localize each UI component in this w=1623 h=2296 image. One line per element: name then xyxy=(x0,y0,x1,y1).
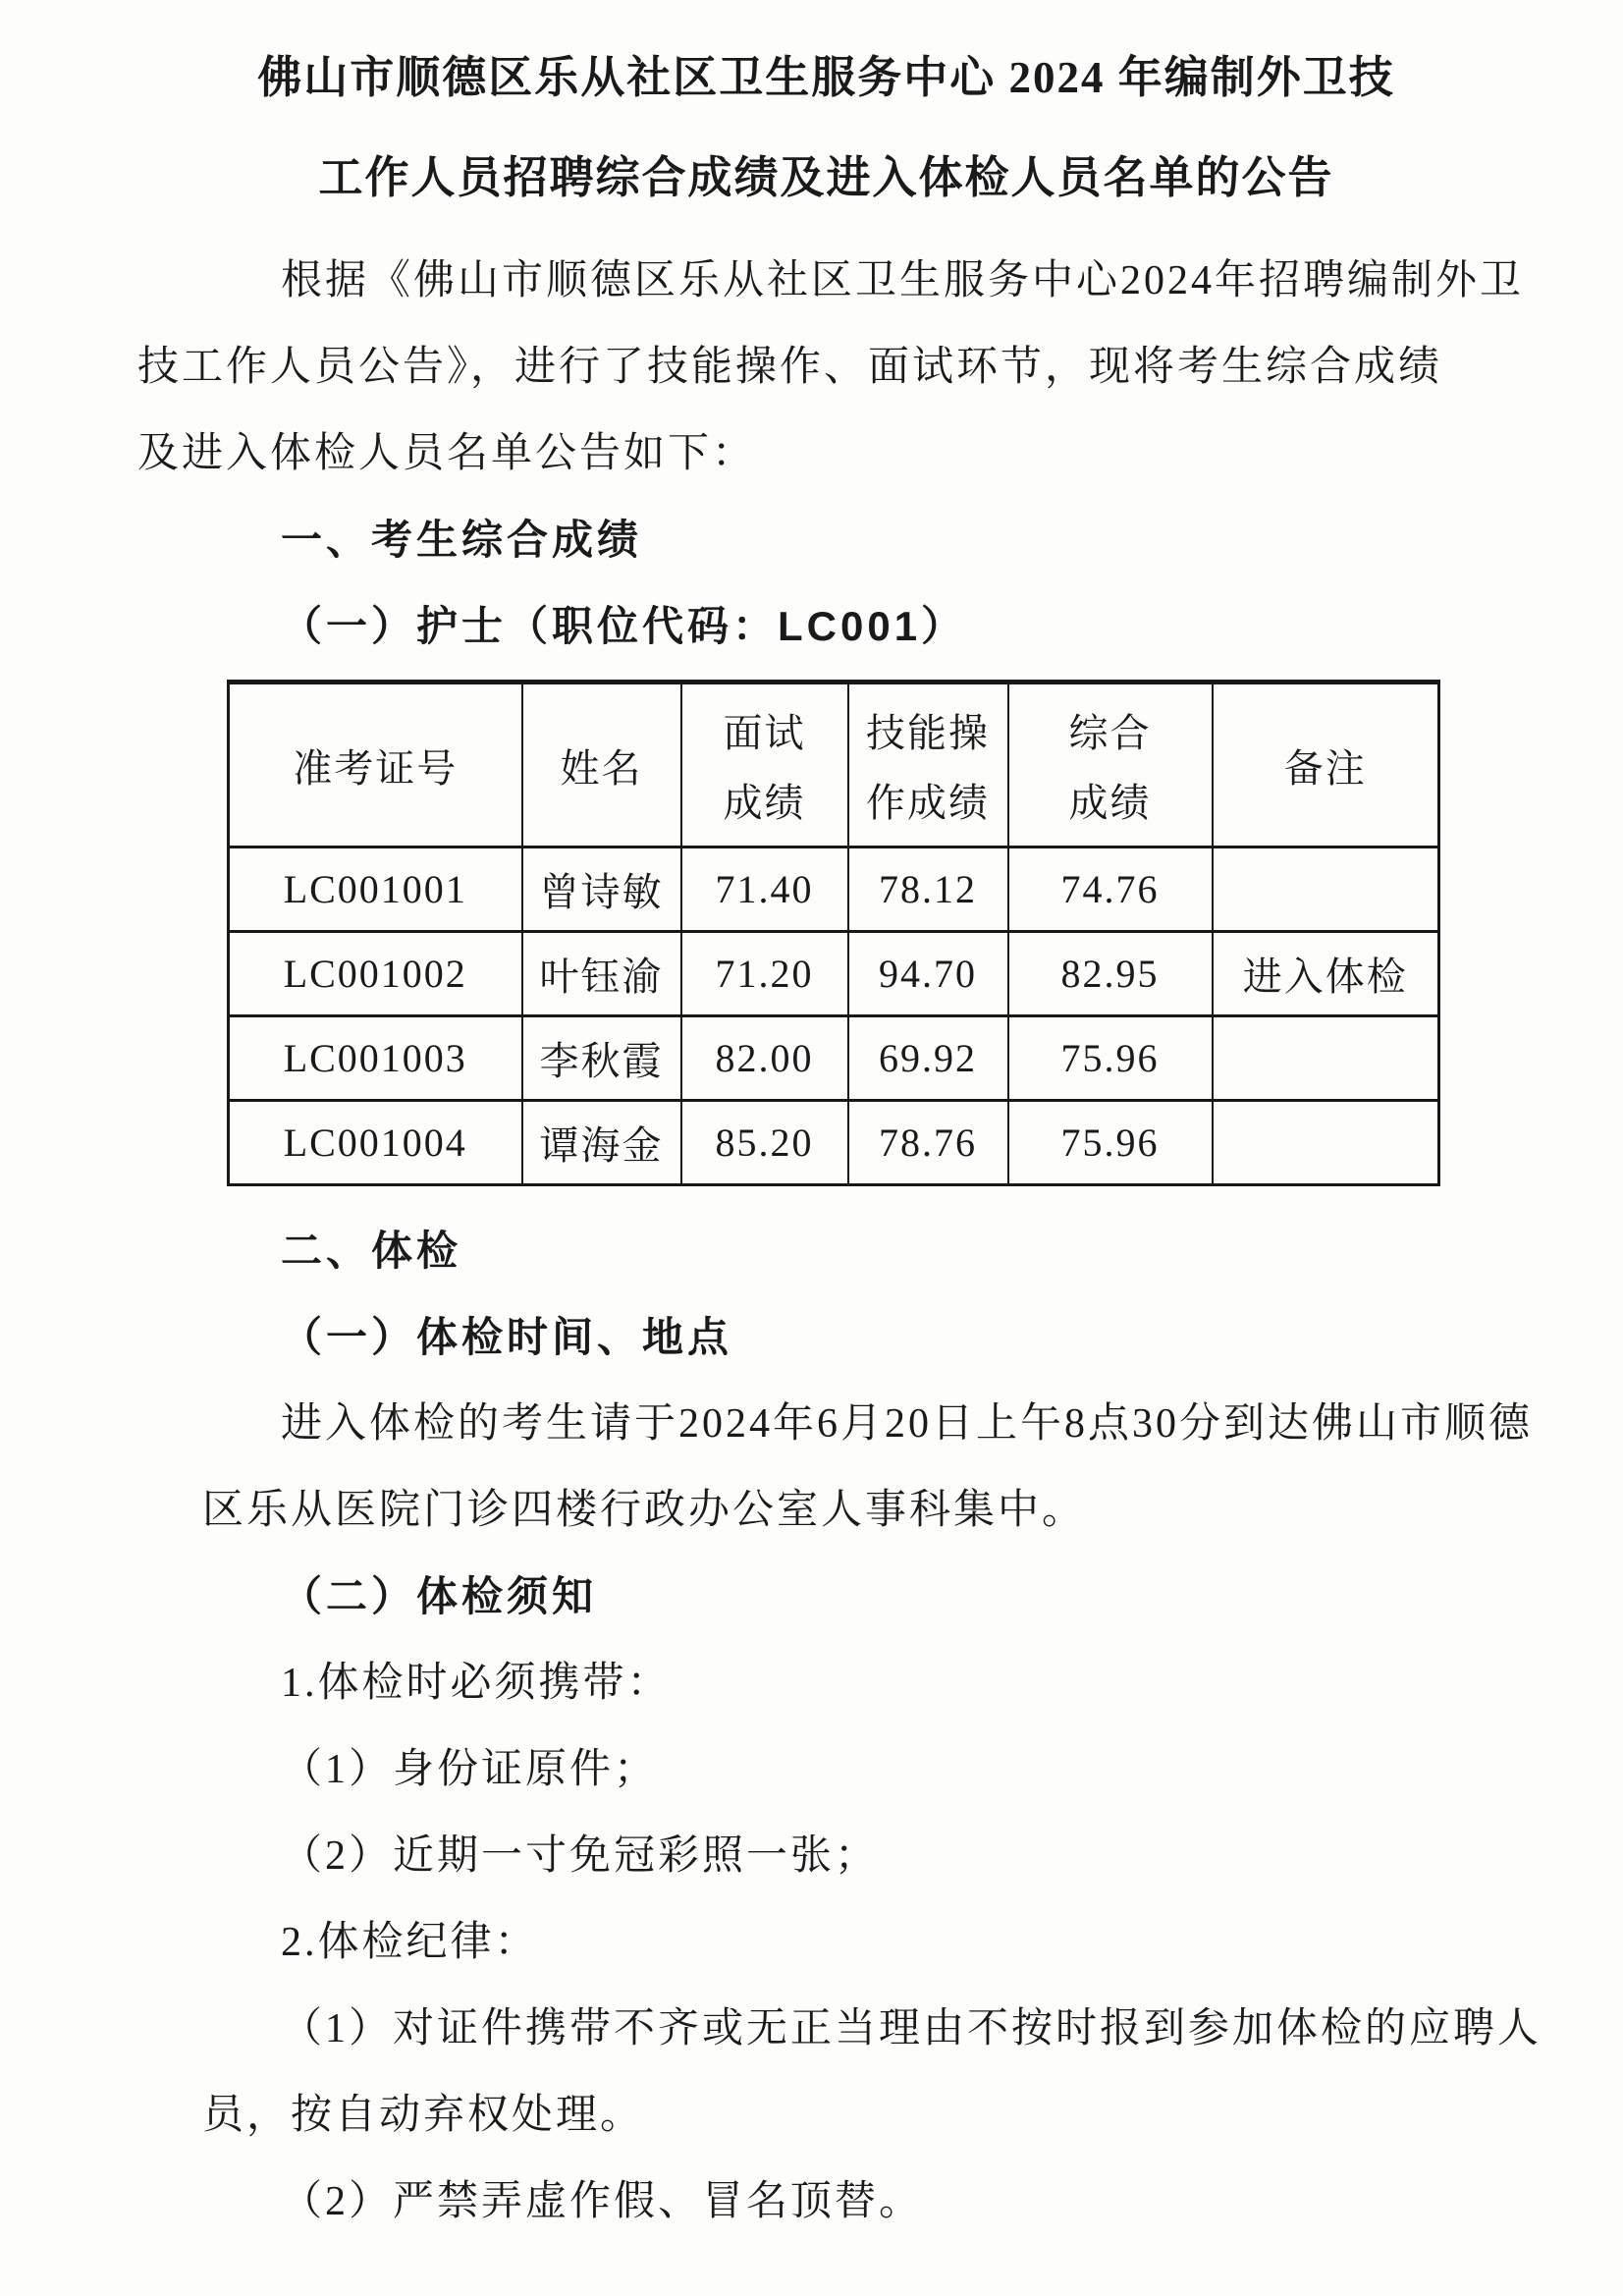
cell-composite-score: 75.96 xyxy=(1008,1101,1213,1185)
cell-remarks xyxy=(1213,847,1439,932)
cell-admission-number: LC001004 xyxy=(229,1101,522,1185)
intro-line-1: 根据《佛山市顺德区乐从社区卫生服务中心2024年招聘编制外卫 xyxy=(281,258,1525,303)
section2-sub1-heading: （一）体检时间、地点 xyxy=(281,1314,733,1360)
exam-time-line-2: 区乐从医院门诊四楼行政办公室人事科集中。 xyxy=(202,1488,1087,1533)
table-row xyxy=(229,847,1439,932)
notice-item-2-2: （2）严禁弄虚作假、冒名顶替。 xyxy=(281,2179,924,2224)
cell-skill-score: 78.12 xyxy=(848,847,1008,932)
table-row xyxy=(229,1101,1439,1185)
col-header-composite-line1: 综合 xyxy=(1068,711,1152,755)
cell-name: 李秋霞 xyxy=(522,1016,681,1101)
cell-name: 曾诗敏 xyxy=(522,847,681,932)
document-title xyxy=(137,27,1515,228)
notice-item-1-2: （2）近期一寸免冠彩照一张； xyxy=(281,1833,880,1879)
col-header-skill-line2: 作成绩 xyxy=(866,781,990,825)
cell-composite-score: 82.95 xyxy=(1008,932,1213,1016)
table-row xyxy=(229,932,1439,1016)
notice-item-2: 2.体检纪律： xyxy=(281,1920,539,1965)
intro-line-3: 及进入体检人员名单公告如下： xyxy=(137,431,757,476)
intro-line-2: 技工作人员公告》，进行了技能操作、面试环节，现将考生综合成绩 xyxy=(137,345,1443,390)
col-header-interview-line2: 成绩 xyxy=(723,781,806,825)
col-header-skill-line1: 技能操 xyxy=(866,711,990,755)
cell-skill-score: 69.92 xyxy=(848,1016,1008,1101)
exam-time-line-1: 进入体检的考生请于2024年6月20日上午8点30分到达佛山市顺德 xyxy=(281,1401,1534,1447)
table-row xyxy=(229,1016,1439,1101)
cell-name: 谭海金 xyxy=(522,1101,681,1185)
col-header-skill-score xyxy=(848,683,1008,847)
cell-remarks: 进入体检 xyxy=(1213,932,1439,1016)
col-header-composite-line2: 成绩 xyxy=(1068,781,1152,825)
cell-skill-score: 94.70 xyxy=(848,932,1008,1016)
section1-subheading: （一）护士（职位代码：LC001） xyxy=(281,603,967,649)
cell-composite-score: 74.76 xyxy=(1008,847,1213,932)
notice-item-1: 1.体检时必须携带： xyxy=(281,1661,672,1706)
section1-heading: 一、考生综合成绩 xyxy=(281,517,643,563)
score-table xyxy=(227,680,1440,1186)
cell-skill-score: 78.76 xyxy=(848,1101,1008,1185)
cell-interview-score: 85.20 xyxy=(681,1101,848,1185)
cell-admission-number: LC001001 xyxy=(229,847,522,932)
section2-sub2-heading: （二）体检须知 xyxy=(281,1573,598,1619)
col-header-name: 姓名 xyxy=(522,683,681,847)
col-header-composite-score xyxy=(1008,683,1213,847)
cell-remarks xyxy=(1213,1016,1439,1101)
cell-name: 叶钰渝 xyxy=(522,932,681,1016)
title-line-1: 佛山市顺德区乐从社区卫生服务中心 2024 年编制外卫技 xyxy=(257,53,1395,102)
col-header-interview-line1: 面试 xyxy=(723,711,806,755)
col-header-remarks: 备注 xyxy=(1213,683,1439,847)
cell-interview-score: 82.00 xyxy=(681,1016,848,1101)
title-line-2: 工作人员招聘综合成绩及进入体检人员名单的公告 xyxy=(318,153,1334,202)
notice-item-2-1-line2: 员，按自动弃权处理。 xyxy=(202,2093,645,2138)
cell-admission-number: LC001003 xyxy=(229,1016,522,1101)
col-header-interview-score xyxy=(681,683,848,847)
cell-admission-number: LC001002 xyxy=(229,932,522,1016)
table-header-row xyxy=(229,683,1439,847)
cell-composite-score: 75.96 xyxy=(1008,1016,1213,1101)
notice-item-1-1: （1）身份证原件； xyxy=(281,1747,659,1792)
section2-heading: 二、体检 xyxy=(281,1228,462,1274)
col-header-admission-number: 准考证号 xyxy=(229,683,522,847)
cell-remarks xyxy=(1213,1101,1439,1185)
cell-interview-score: 71.40 xyxy=(681,847,848,932)
notice-item-2-1-line1: （1）对证件携带不齐或无正当理由不按时报到参加体检的应聘人 xyxy=(281,2006,1542,2051)
cell-interview-score: 71.20 xyxy=(681,932,848,1016)
